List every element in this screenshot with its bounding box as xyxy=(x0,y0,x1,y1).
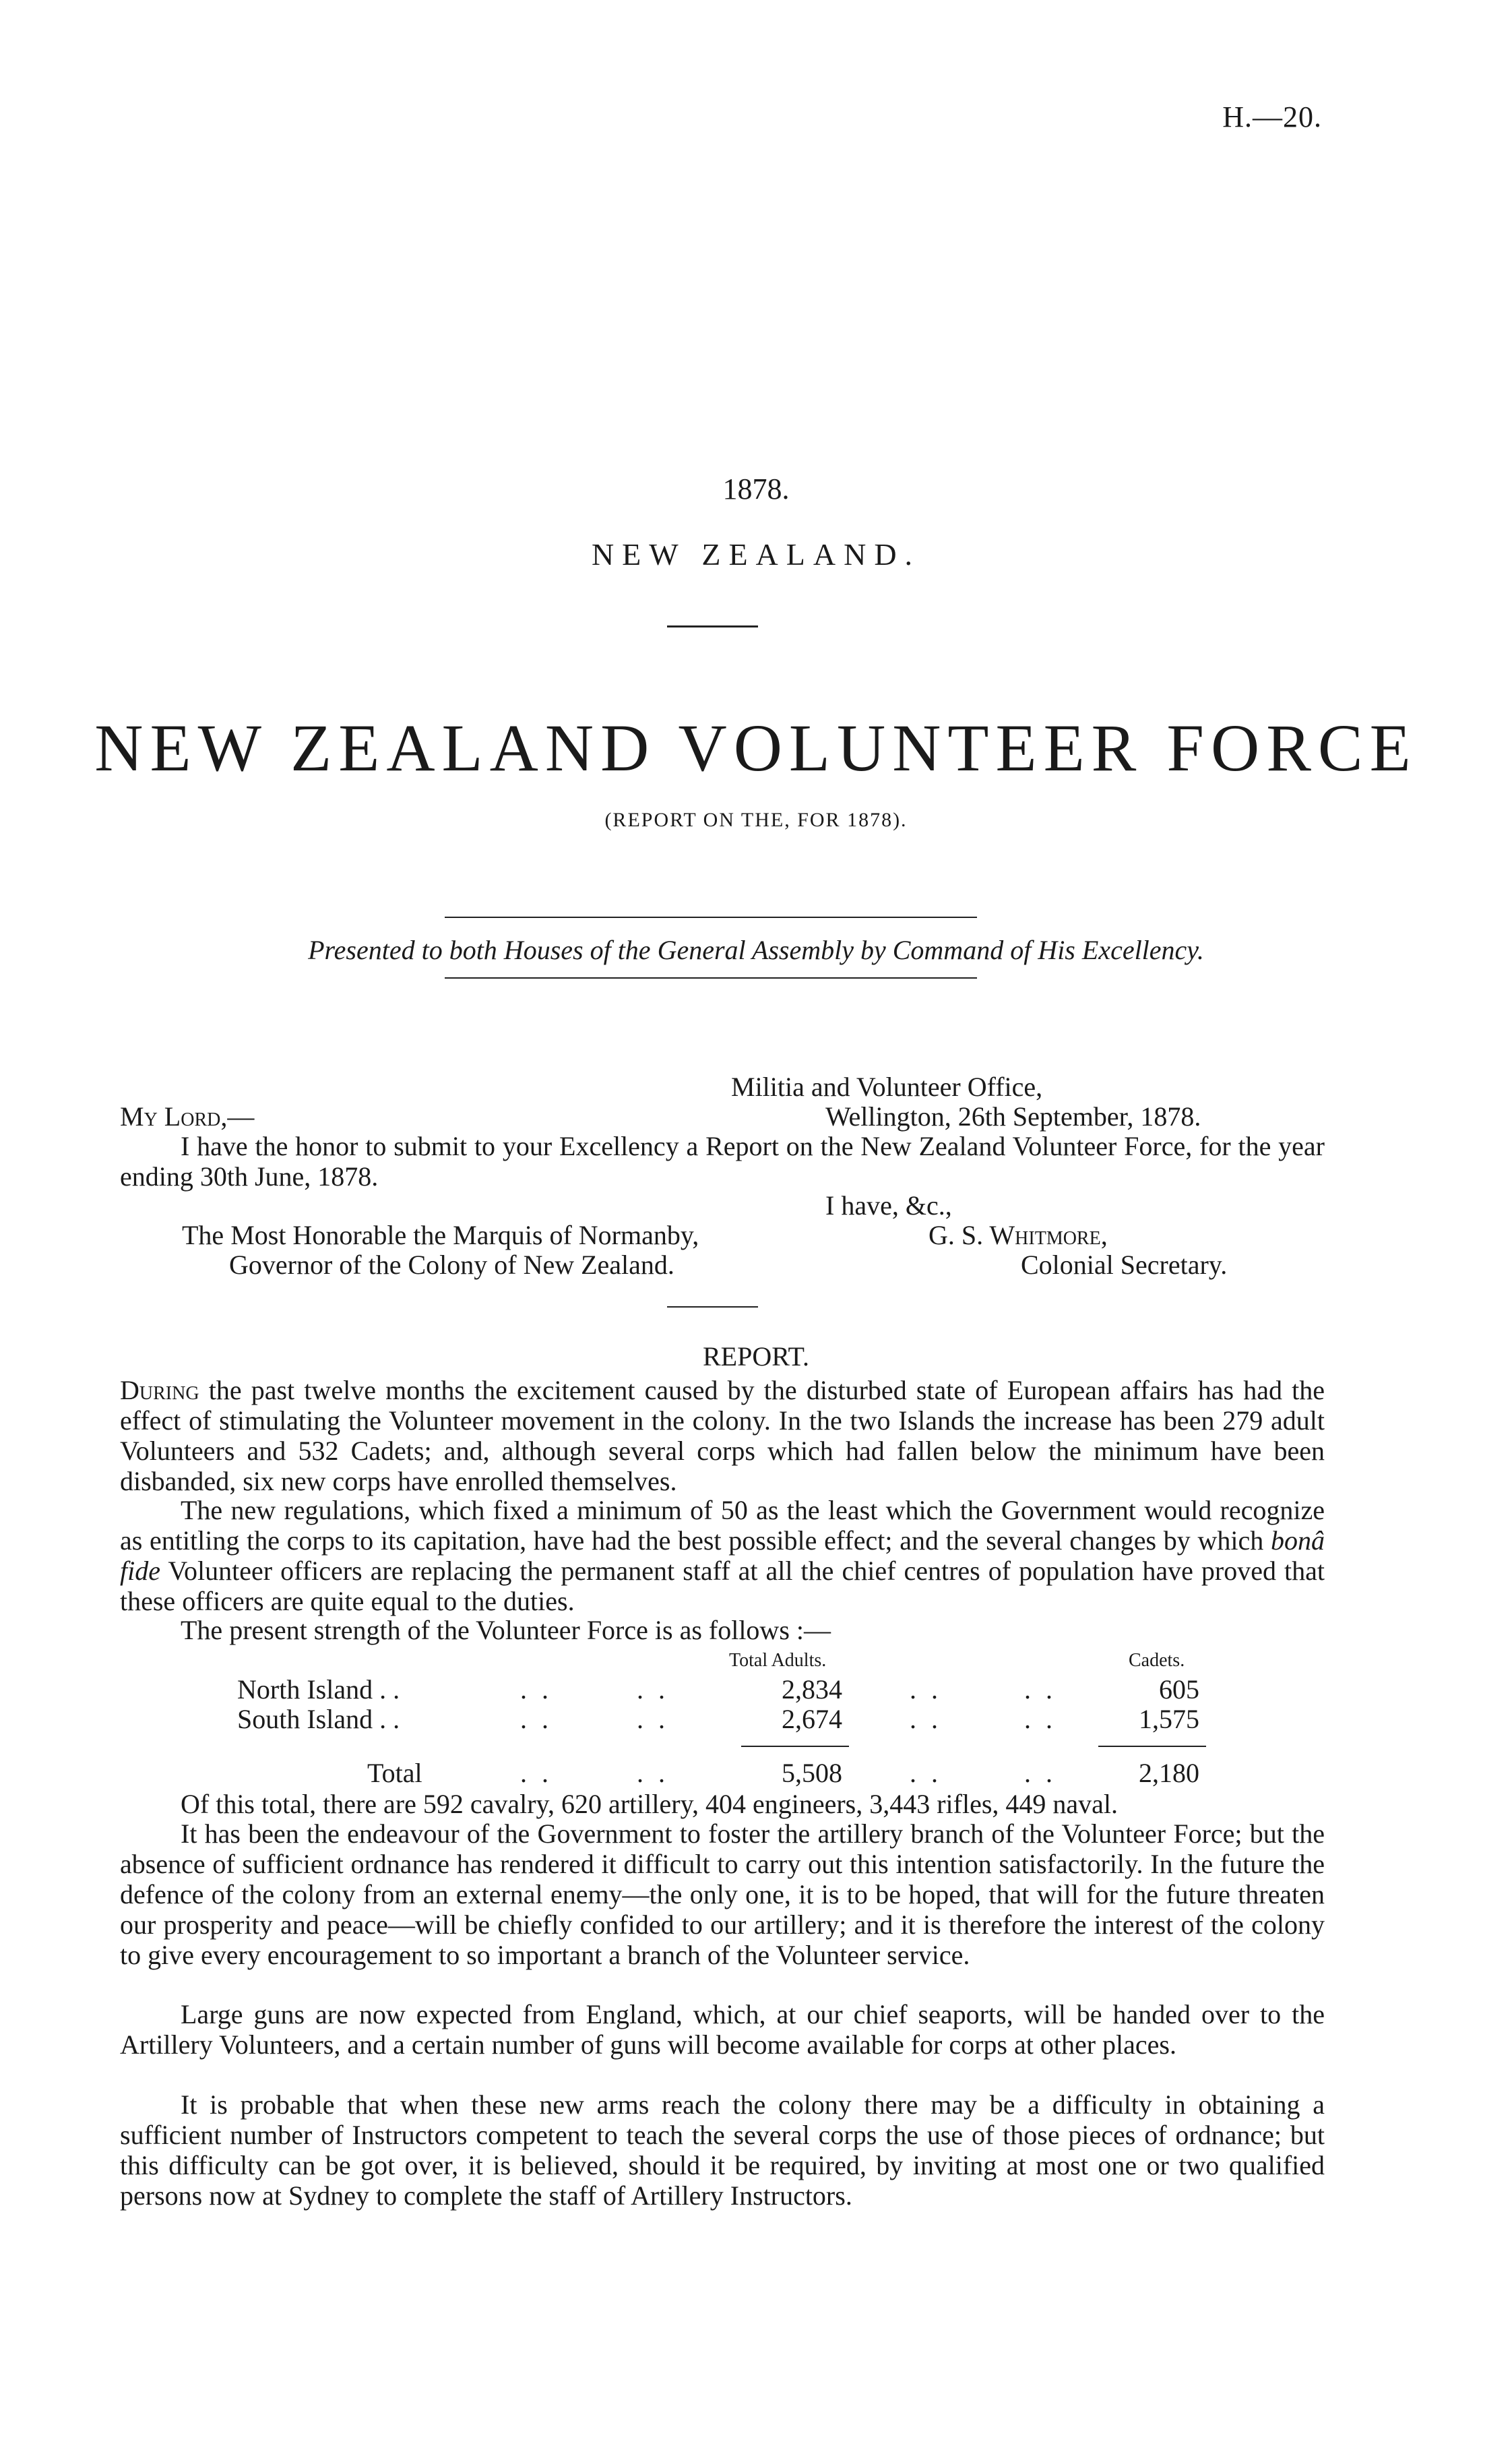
divider-rule xyxy=(667,1306,758,1308)
leader-dots: . . xyxy=(520,1674,553,1705)
table-total-adults: 5,508 xyxy=(782,1758,842,1788)
column-header-cadets: Cadets. xyxy=(1129,1650,1185,1671)
leader-dots: . . xyxy=(520,1704,553,1734)
presentation-note: Presented to both Houses of the General Assembly by Command of His Excellency. xyxy=(308,935,1204,965)
total-rule xyxy=(741,1746,849,1747)
table-total-label: Total xyxy=(367,1758,422,1788)
leader-dots: . . xyxy=(1024,1758,1057,1788)
leader-dots: . . xyxy=(637,1674,669,1705)
paragraph-text: Volunteer officers are replacing the permanent staff at all the chief centres of population have proved that these officers are quite equal to the duties. xyxy=(120,1556,1325,1616)
place-date: Wellington, 26th September, 1878. xyxy=(825,1101,1201,1132)
divider-rule xyxy=(667,625,758,627)
total-rule xyxy=(1098,1746,1206,1747)
signatory-title: Colonial Secretary. xyxy=(1021,1250,1228,1280)
table-cell-cadets: 605 xyxy=(1159,1674,1199,1705)
report-paragraph-5: It has been the endeavour of the Government to foster the artillery branch of the Volunteer Force; but the absence of sufficient ordnance has rendered it difficult to carry out this intention satisfactorily. In the future the defence of the colony from an external enemy—the only one, it is to be hoped, that will for the future threaten our prosperity and peace—will be chiefly confided to our artillery; and it is therefore the interest of the colony to give every encouragement to so important a branch of the Volunteer service. xyxy=(120,1818,1325,1970)
leader-dots: . . xyxy=(910,1704,942,1734)
report-paragraph-3: The present strength of the Volunteer Force is as follows :— xyxy=(181,1615,831,1645)
report-paragraph-7: It is probable that when these new arms reach the colony there may be a difficulty in obtaining a sufficient number of Instructors competent to teach the several corps the use of those pieces of ordnance; but this difficulty can be got over, it is believed, should it be required, by inviting at most one or two qualified persons now at Sydney to complete the staff of Artillery Instructors. xyxy=(120,2089,1325,2211)
report-paragraph-2 xyxy=(120,1495,1325,1616)
report-paragraph-6: Large guns are now expected from England, which, at our chief seaports, will be handed over to the Artillery Volunteers, and a certain number of guns will become available for corps at other places. xyxy=(120,1999,1325,2060)
leader-dots: . . xyxy=(910,1674,942,1705)
letter-closing: I have, &c., xyxy=(825,1190,952,1221)
leader-dots: . . xyxy=(520,1758,553,1788)
column-header-adults: Total Adults. xyxy=(729,1650,827,1671)
document-year: 1878. xyxy=(722,472,790,505)
divider-rule xyxy=(445,977,977,979)
drop-word: During xyxy=(120,1375,199,1405)
page-identifier: H.—20. xyxy=(1222,100,1322,133)
document-subtitle: (REPORT ON THE, FOR 1878). xyxy=(604,809,908,831)
document-title: NEW ZEALAND VOLUNTEER FORCE xyxy=(94,710,1418,785)
leader-dots: . . xyxy=(1024,1674,1057,1705)
leader-dots: . . xyxy=(1024,1704,1057,1734)
paragraph-text: the past twelve months the excitement caused by the disturbed state of European affairs has had the effect of stimulating the Volunteer movement in the colony. In the two Islands the increase has been 279 adult Volunteers and 532 Cadets; and, although several corps which had fallen below the minimum have been disbanded, six new corps have enrolled themselves. xyxy=(120,1375,1325,1496)
table-cell-cadets: 1,575 xyxy=(1139,1704,1199,1734)
letter-body: I have the honor to submit to your Excellency a Report on the New Zealand Volunteer Force, for the year ending 30th June, 1878. xyxy=(120,1131,1325,1192)
salutation: My Lord,— xyxy=(120,1101,255,1132)
italic-term: bonâ fide xyxy=(120,1525,1325,1586)
country-heading: NEW ZEALAND. xyxy=(591,537,921,572)
table-cell-adults: 2,674 xyxy=(782,1704,842,1734)
table-row-label: South Island . . xyxy=(237,1704,400,1734)
divider-rule xyxy=(445,917,977,918)
paragraph-text: The new regulations, which fixed a minimum of 50 as the least which the Government would recognize as entitling the corps to its capitation, have had the best possible effect; and the several changes by which xyxy=(120,1495,1325,1556)
leader-dots: . . xyxy=(637,1758,669,1788)
table-row-label: North Island . . xyxy=(237,1674,400,1705)
report-heading: REPORT. xyxy=(703,1341,809,1372)
leader-dots: . . xyxy=(910,1758,942,1788)
table-cell-adults: 2,834 xyxy=(782,1674,842,1705)
signatory-name: G. S. Whitmore, xyxy=(928,1220,1108,1250)
report-paragraph-4: Of this total, there are 592 cavalry, 620 artillery, 404 engineers, 3,443 rifles, 449 naval. xyxy=(181,1789,1119,1819)
table-total-cadets: 2,180 xyxy=(1139,1758,1199,1788)
recipient-line-1: The Most Honorable the Marquis of Normanby, xyxy=(182,1220,699,1250)
recipient-line-2: Governor of the Colony of New Zealand. xyxy=(229,1250,674,1280)
report-paragraph-1 xyxy=(120,1375,1325,1496)
leader-dots: . . xyxy=(637,1704,669,1734)
office-address: Militia and Volunteer Office, xyxy=(731,1072,1043,1102)
